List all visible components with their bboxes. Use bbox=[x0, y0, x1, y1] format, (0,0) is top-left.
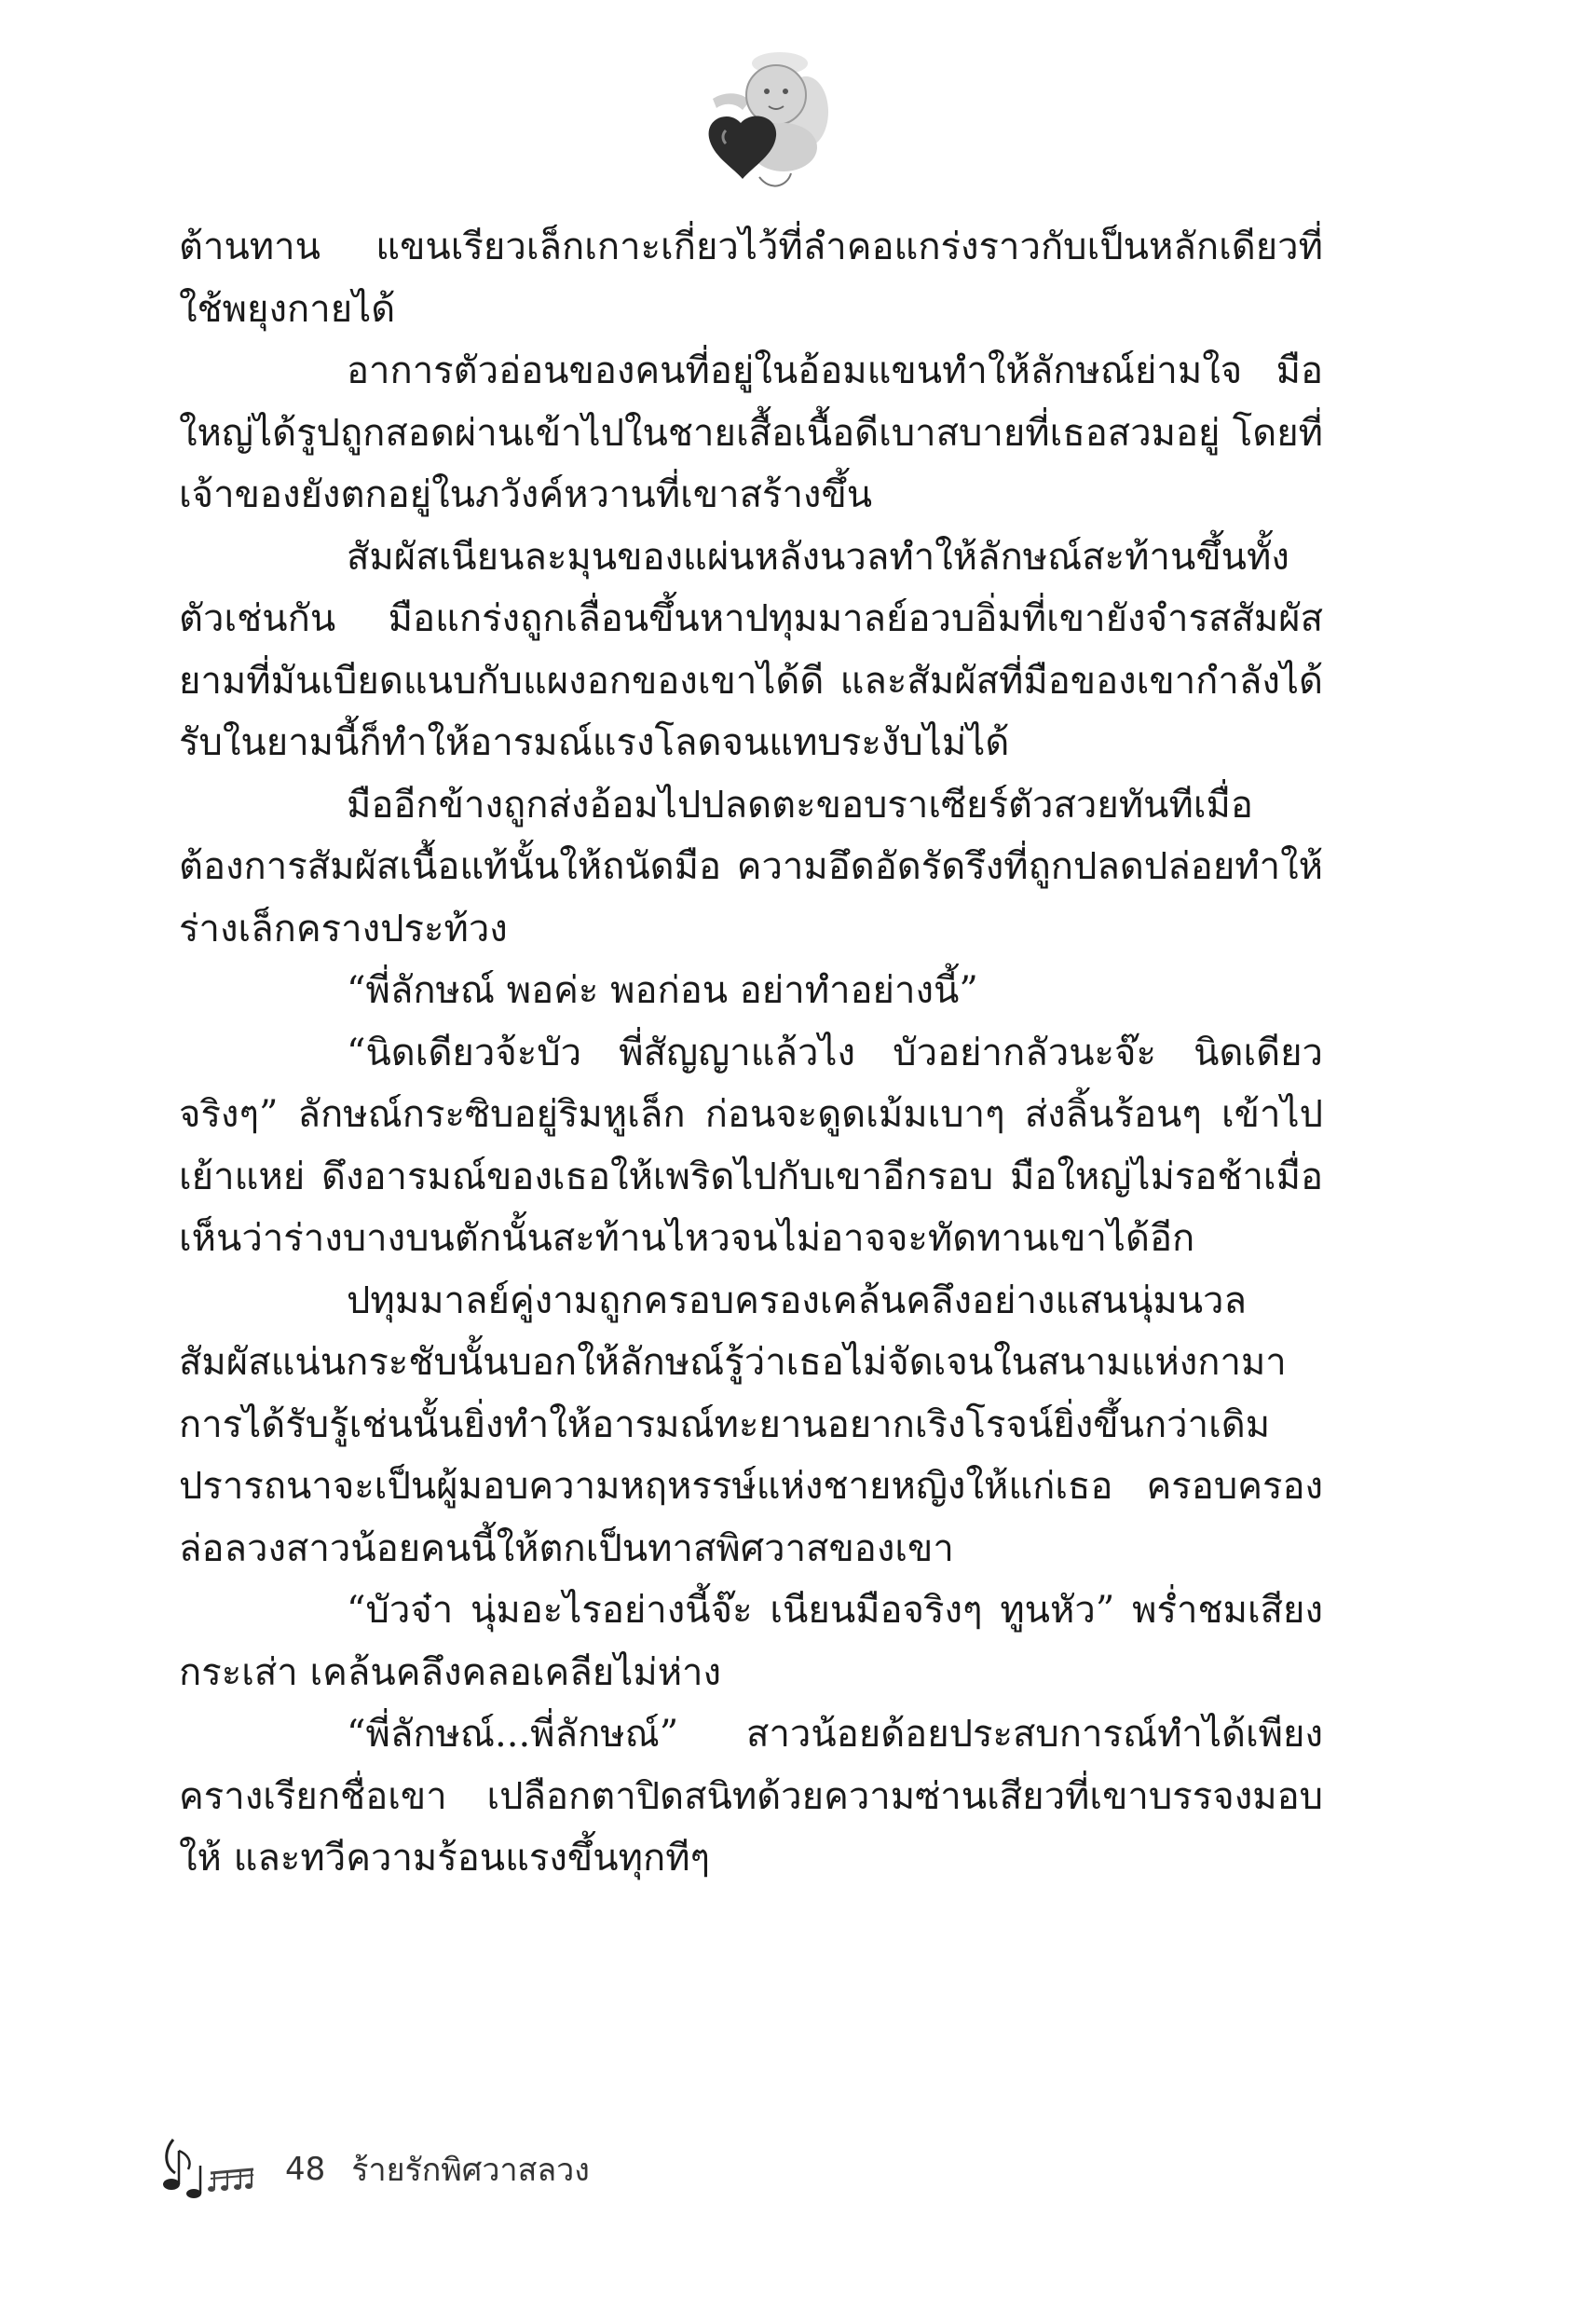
paragraph: ต้านทาน แขนเรียวเล็กเกาะเกี่ยวไว้ที่ลำคอแกร่งราวกับเป็นหลักเดียวที่ใช้พยุงกายได้ bbox=[179, 226, 1323, 331]
cupid-heart-icon bbox=[694, 37, 834, 196]
music-notes-icon bbox=[157, 2132, 259, 2207]
book-title: ร้ายรักพิศวาสลวง bbox=[351, 2152, 590, 2189]
paragraph: “พี่ลักษณ์ พอค่ะ พอก่อน อย่าทำอย่างนี้” bbox=[347, 969, 978, 1012]
paragraph: มืออีกข้างถูกส่งอ้อมไปปลดตะขอบราเซียร์ตัวสวยทันทีเมื่อต้องการสัมผัสเนื้อแท้นั้นให้ถนัดมือ ความอึดอัดรัดรึงที่ถูกปลดปล่อยทำให้ร่างเล็กครางประท้วง bbox=[179, 783, 1323, 950]
paragraph: “พี่ลักษณ์...พี่ลักษณ์” สาวน้อยด้อยประสบการณ์ทำได้เพียงครางเรียกชื่อเขา เปลือกตาปิดสนิทด้วยความซ่านเสียวที่เขาบรรจงมอบให้ และทวีความร้อนแรงขึ้นทุกทีๆ bbox=[179, 1713, 1323, 1880]
paragraph: “บัวจ๋า นุ่มอะไรอย่างนี้จ๊ะ เนียนมือจริงๆ ทูนหัว” พร่ำชมเสียงกระเส่า เคล้นคลึงคลอเคลียไม่ห่าง bbox=[179, 1589, 1323, 1694]
paragraph: “นิดเดียวจ้ะบัว พี่สัญญาแล้วไง บัวอย่ากลัวนะจ๊ะ นิดเดียวจริงๆ” ลักษณ์กระซิบอยู่ริมหูเล็ก ก่อนจะดูดเม้มเบาๆ ส่งลิ้นร้อนๆ เข้าไปเย้าแหย่ ดึงอารมณ์ของเธอให้เพริดไปกับเขาอีกรอบ มือใหญ่ไม่รอช้าเมื่อเห็นว่าร่างบางบนตักนั้นสะท้านไหวจนไม่อาจจะทัดทานเขาได้อีก bbox=[179, 1031, 1323, 1260]
paragraph: สัมผัสเนียนละมุนของแผ่นหลังนวลทำให้ลักษณ์สะท้านขึ้นทั้งตัวเช่นกัน มือแกร่งถูกเลื่อนขึ้นหาปทุมมาลย์อวบอิ่มที่เขายังจำรสสัมผัสยามที่มันเบียดแนบกับแผงอกของเขาได้ดี และสัมผัสที่มือของเขากำลังได้รับในยามนี้ก็ทำให้อารมณ์แรงโลดจนแทบระงับไม่ได้ bbox=[179, 535, 1323, 764]
paragraph: ปทุมมาลย์คู่งามถูกครอบครองเคล้นคลึงอย่างแสนนุ่มนวล สัมผัสแน่นกระชับนั้นบอกให้ลักษณ์รู้ว่าเธอไม่จัดเจนในสนามแห่งกามา การได้รับรู้เช่นนั้นยิ่งทำให้อารมณ์ทะยานอยากเริงโรจน์ยิ่งขึ้นกว่าเดิม ปรารถนาจะเป็นผู้มอบความหฤหรรษ์แห่งชายหญิงให้แก่เธอ ครอบครอง ล่อลวงสาวน้อยคนนี้ให้ตกเป็นทาสพิศวาสของเขา bbox=[179, 1279, 1323, 1570]
page-number: 48 bbox=[285, 2151, 326, 2188]
body-text bbox=[179, 216, 1323, 1890]
page-footer bbox=[157, 2132, 590, 2207]
paragraph: อาการตัวอ่อนของคนที่อยู่ในอ้อมแขนทำให้ลักษณ์ย่ามใจ มือใหญ่ได้รูปถูกสอดผ่านเข้าไปในชายเสื้อเนื้อดีเบาสบายที่เธอสวมอยู่ โดยที่เจ้าของยังตกอยู่ในภวังค์หวานที่เขาสร้างขึ้น bbox=[179, 349, 1323, 516]
